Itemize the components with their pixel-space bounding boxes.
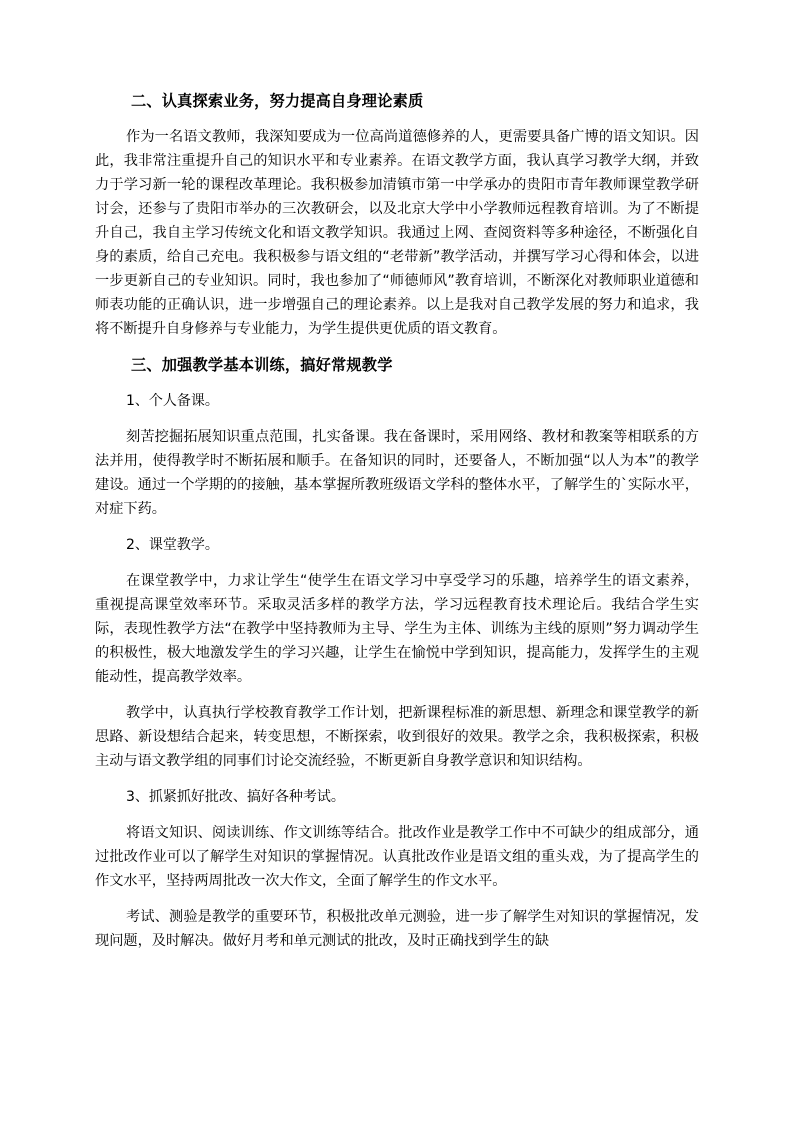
item-3-paragraph-2: 考试、测验是教学的重要环节，积极批改单元测验，进一步了解学生对知识的掌握情况，发现问题，及时解决。做好月考和单元测试的批改，及时正确找到学生的缺	[95, 909, 699, 949]
item-3-title: 3、抓紧抓好批改、搞好各种考试。	[126, 789, 345, 805]
document-page	[95, 89, 699, 965]
item-1-paragraph: 刻苦挖掘拓展知识重点范围，扎实备课。我在备课时，采用网络、教材和教案等相联系的方法并用，使得教学时不断拓展和顺手。在备知识的同时，还要备人，不断加强“以人为本”的教学建设。通过一个学期的的接触，基本掌握所教班级语文学科的整体水平，了解学生的`实际水平，对症下药。	[95, 429, 699, 517]
section-2-heading: 二、认真探索业务，努力提高自身理论素质	[131, 92, 424, 110]
item-2-paragraph-1: 在课堂教学中，力求让学生“使学生在语文学习中享受学习的乐趣，培养学生的语文素养，重视提高课堂效率环节。采取灵活多样的教学方法，学习远程教育技术理论后。我结合学生实际，表现性教学方法“在教学中坚持教师为主导、学生为主体、训练为主线的原则”努力调动学生的积极性，极大地激发学生的学习兴趣，让学生在愉悦中学到知识，提高能力，发挥学生的主观能动性，提高教学效率。	[95, 573, 699, 685]
item-2-title: 2、课堂教学。	[126, 537, 219, 553]
section-3-heading: 三、加强教学基本训练，搞好常规教学	[131, 356, 393, 374]
item-3-paragraph-1: 将语文知识、阅读训练、作文训练等结合。批改作业是教学工作中不可缺少的组成部分，通过批改作业可以了解学生对知识的掌握情况。认真批改作业是语文组的重头戏，为了提高学生的作文水平，坚持两周批改一次大作文，全面了解学生的作文水平。	[95, 825, 699, 889]
item-2-paragraph-2: 教学中，认真执行学校教育教学工作计划，把新课程标准的新思想、新理念和课堂教学的新思路、新设想结合起来，转变思想，不断探索，收到很好的效果。教学之余，我积极探索，积极主动与语文教学组的同事们讨论交流经验，不断更新自身教学意识和知识结构。	[95, 705, 699, 769]
section-2-paragraph: 作为一名语文教师，我深知要成为一位高尚道德修养的人，更需要具备广博的语文知识。因此，我非常注重提升自己的知识水平和专业素养。在语文教学方面，我认真学习教学大纲，并致力于学习新一轮的课程改革理论。我积极参加清镇市第一中学承办的贵阳市青年教师课堂教学研讨会，还参与了贵阳市举办的三次教研会，以及北京大学中小学教师远程教育培训。为了不断提升自己，我自主学习传统文化和语文教学知识。我通过上网、查阅资料等多种途径，不断强化自身的素质，给自己充电。我积极参与语文组的“老带新”教学活动，并撰写学习心得和体会，以进一步更新自己的专业知识。同时，我也参加了“师德师风”教育培训，不断深化对教师职业道德和师表功能的正确认识，进一步增强自己的理论素养。以上是我对自己教学发展的努力和追求，我将不断提升自身修养与专业能力，为学生提供更优质的语文教育。	[95, 129, 699, 337]
item-1-title: 1、个人备课。	[126, 393, 219, 409]
